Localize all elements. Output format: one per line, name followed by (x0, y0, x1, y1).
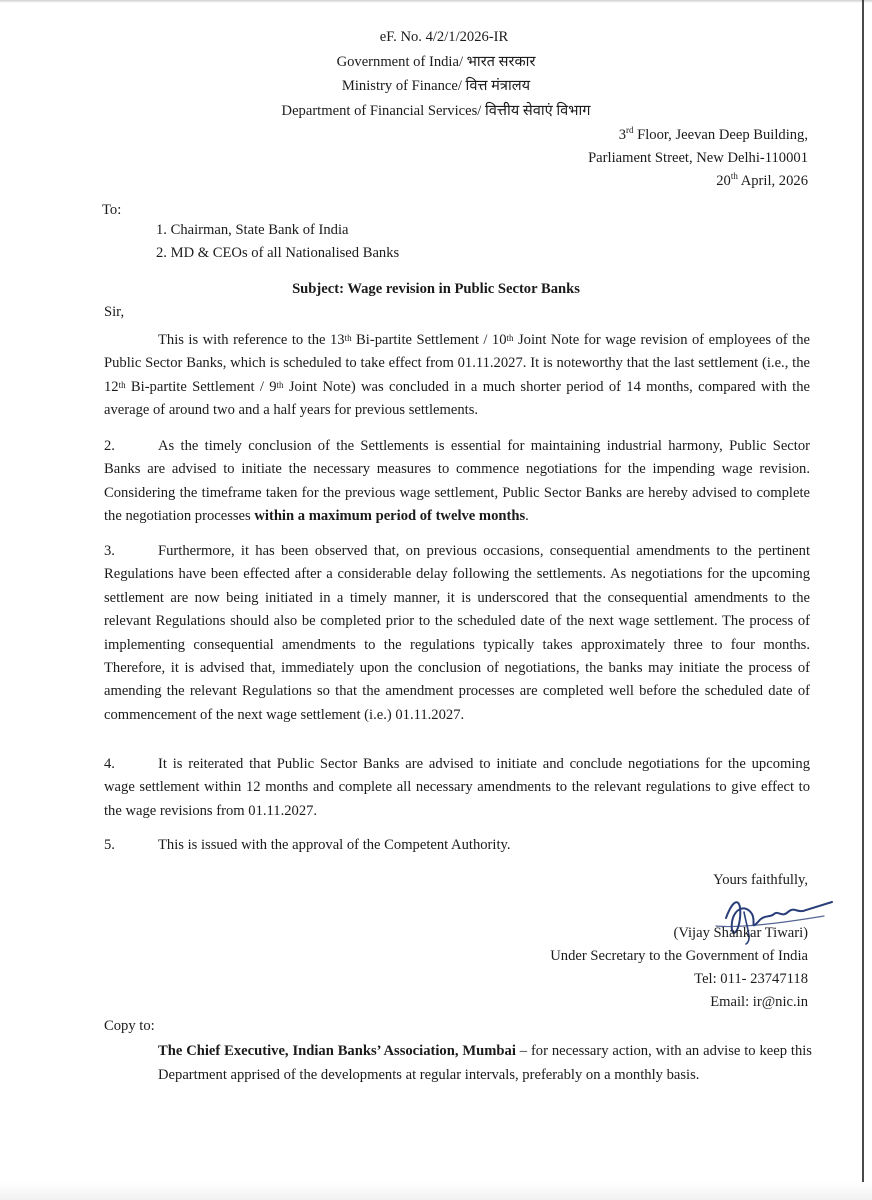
paragraph-3: 3. Furthermore, it has been observed that, on previous occasions, consequential amendments to the pertinent Regulations have been effected after a considerable delay following the settlements. As negotiations for the upcoming settlement are now being initiated in a timely manner, it is underscored that the consequential amendments to the relevant Regulations should also be completed prior to the scheduled date of the next wage settlement. The process of implementing consequential amendments to the regulations typically takes approximately three to four months. Therefore, it is advised that, immediately upon the conclusion of negotiations, the banks may initiate the process of amending the relevant Regulations so that the amendment processes are completed well before the scheduled date of commencement of the next wage settlement (i.e.) 01.11.2027. (104, 543, 810, 723)
signatory-telephone: Tel: 011- 23747118 (694, 971, 808, 987)
letter-date: 20th April, 2026 (716, 171, 808, 189)
signatory-name: (Vijay Shankar Tiwari) (673, 925, 808, 941)
address-line-2: Parliament Street, New Delhi-110001 (588, 150, 808, 166)
paragraph-5: 5. This is issued with the approval of the Competent Authority. (104, 837, 511, 853)
paragraph-1: This is with reference to the 13th Bi-partite Settlement / 10th Joint Note for wage revision of employees of the Public Sector Banks, which is scheduled to take effect from 01.11.2027. It is noteworthy that the last settlement (i.e., the 12th Bi-partite Settlement / 9th Joint Note) was concluded in a much shorter period of 14 months, compared with the average of around two and a half years for previous settlements. (104, 332, 810, 419)
signatory-email: Email: ir@nic.in (710, 994, 808, 1010)
copy-to-label: Copy to: (104, 1018, 155, 1034)
salutation: Sir, (104, 304, 125, 320)
file-number: eF. No. 4/2/1/2026-IR (379, 29, 509, 45)
ministry-line: Ministry of Finance/ वित्त मंत्रालय (341, 78, 531, 94)
address-line-1: 3rd Floor, Jeevan Deep Building, (618, 125, 808, 143)
government-line: Government of India/ भारत सरकार (336, 54, 536, 70)
scan-edge-top (0, 0, 872, 3)
paragraph-2: 2. As the timely conclusion of the Settlements is essential for maintaining industrial harmony, Public Sector Banks are advised to initiate the necessary measures to commence negotiations for the impending wage revision. Considering the timeframe taken for the previous wage settlement, Public Sector Banks are hereby advised to complete the negotiation processes within a maximum period of twelve months. (104, 438, 810, 525)
paragraph-4: 4. It is reiterated that Public Sector Banks are advised to initiate and conclude negotiations for the upcoming wage settlement within 12 months and complete all necessary amendments to the relevant regulations to give effect to the wage revisions from 01.11.2027. (104, 756, 810, 819)
scan-edge-bottom (0, 1182, 872, 1200)
copy-to-paragraph: The Chief Executive, Indian Banks’ Association, Mumbai – for necessary action, with an advise to keep this Department apprised of the developments at regular intervals, preferably on a monthly basis. (158, 1043, 812, 1083)
to-label: To: (102, 202, 122, 218)
scan-edge-right (862, 0, 864, 1200)
department-line: Department of Financial Services/ वित्तीय सेवाएं विभाग (281, 103, 591, 119)
closing-yours-faithfully: Yours faithfully, (713, 872, 808, 888)
recipient-item: 2. MD & CEOs of all Nationalised Banks (156, 245, 400, 261)
signatory-designation: Under Secretary to the Government of India (550, 948, 808, 964)
subject-line: Subject: Wage revision in Public Sector Banks (292, 281, 580, 297)
recipient-item: 1. Chairman, State Bank of India (156, 222, 349, 238)
